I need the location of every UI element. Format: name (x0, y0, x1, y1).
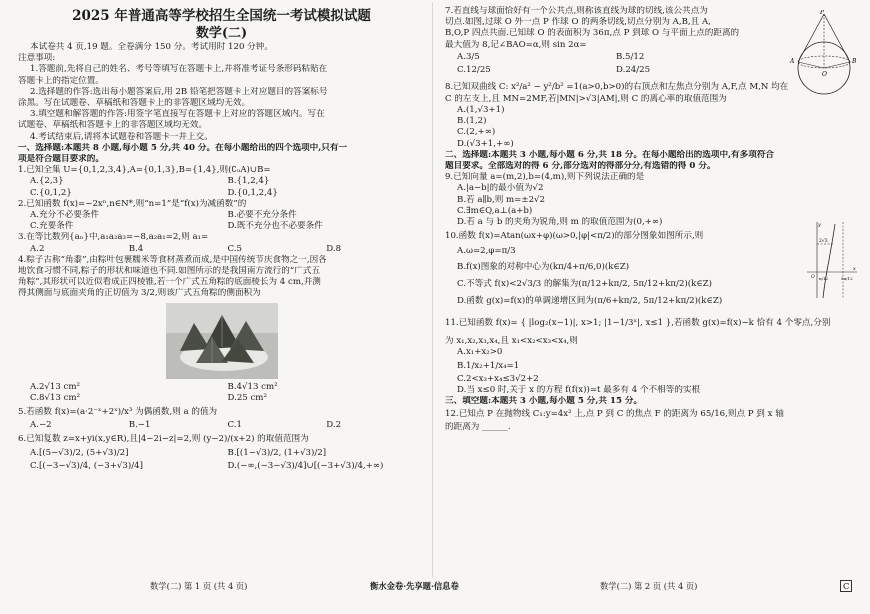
sphere-tangent-figure (785, 10, 863, 100)
option: C.充要条件 (30, 221, 74, 232)
option: B.5/12 (616, 51, 645, 62)
question-4-options (18, 393, 425, 404)
option: C.8√13 cm² (30, 392, 81, 403)
question-8-options (445, 105, 856, 116)
notice-line: 2.选择题的作答:选出每小题答案后,用 2B 铅笔把答题卡上对应题目的答案标号 (30, 86, 328, 97)
option: B.f(x)图象的对称中心为(kπ/4+π/6,0)(k∈Z) (457, 262, 630, 273)
option: D.函数 g(x)=f(x)的单调递增区间为(π/6+kπ/2, 5π/12+kπ/2)(k∈Z) (457, 296, 723, 307)
notice-line: 3.填空题和解答题的作答:用签字笔直接写在答题卡上对应的答题区域内。写在 (30, 109, 325, 120)
question-10: 10.函数 f(x)=Atan(ωx+φ)(ω>0,|φ|<π/2)的部分图象如图所示,则 (445, 231, 704, 242)
question-7-text: 切点.如图,过球 O 外一点 P 作球 O 的两条切线,切点分别为 A,B,且 A, (445, 17, 711, 28)
label-x: x (853, 266, 856, 273)
option: D.8 (326, 243, 342, 254)
option: B.{1,2,4} (227, 176, 270, 187)
question-7-text: 最大值为 8,记∠BAO=α,则 sin 2α= (445, 39, 587, 50)
question-3-options (18, 244, 425, 255)
notice-line: 1.答题前,先将自己的姓名、考号等填写在答题卡上,并将准考证号条形码粘贴在 (30, 64, 328, 75)
question-6: 6.已知复数 z=x+yi(x,y∈R),且|4−2i−z|=2,则 (y−2)/(x+2) 的取值范围为 (18, 434, 309, 445)
option: B.−1 (128, 420, 151, 431)
option: C.12/25 (457, 64, 491, 75)
label-pi12: π/12 (819, 276, 829, 282)
question-11: 11.已知函数 f(x)= { |log₂(x−1)|, x>1; |1−1/3ˣ|, x≤1 },若函数 g(x)=f(x)−k 恰有 4 个零点,分别 (445, 318, 831, 329)
question-1-options (18, 176, 425, 187)
option: D.25 cm² (227, 392, 267, 403)
option: D.当 x≤0 时,关于 x 的方程 f(f(x))=t 最多有 4 个不相等的实根 (457, 384, 701, 395)
question-7: 7.若直线与球面恰好有一个公共点,则称该直线为球的切线,该公共点为 (445, 6, 708, 16)
option: A.x₁+x₂>0 (457, 347, 503, 358)
option: D.既不充分也不必要条件 (227, 221, 323, 232)
option: C.1 (227, 420, 242, 431)
question-1-options (18, 188, 425, 199)
question-8-options (445, 127, 856, 138)
option: D.24/25 (616, 64, 651, 75)
question-12-text: 的距离为 ______. (445, 422, 511, 433)
exam-subtitle: 数学(二) (195, 26, 248, 41)
option: B.1/x₂+1/x₄=1 (457, 360, 520, 371)
question-3: 3.在等比数列{aₙ}中,a₁a₂a₃=−8,a₂a₁=2,则 a₁= (18, 232, 209, 243)
option: A.ω=2,φ=π/3 (457, 246, 516, 257)
option: C.5 (227, 243, 242, 254)
question-4-text: 角粽”,其形状可以近似看成正四棱锥,若一个广式五角粽的底面棱长为 4 cm,并测 (18, 277, 321, 288)
notice-heading: 注意事项: (18, 53, 56, 64)
footer-brand: 衡水金卷·先享题·信息卷 (370, 581, 459, 591)
section-heading: 项是符合题目要求的。 (18, 154, 104, 165)
question-2: 2.已知函数 f(x)=−2xⁿ,n∈N*,则“n=1”是“f(x)为减函数”的 (18, 198, 247, 209)
question-8-options (445, 139, 856, 150)
option: A.充分不必要条件 (30, 210, 100, 221)
question-2-options (18, 221, 425, 232)
option: A.−2 (30, 420, 52, 431)
option: A.{2,3} (30, 176, 64, 187)
question-2-options (18, 210, 425, 221)
section-heading: 一、选择题:本题共 8 小题,每小题 5 分,共 40 分。在每小题给出的四个选项中,只有一 (18, 142, 348, 153)
label-b: B (852, 58, 857, 65)
question-4-text: 地饮食习惯不同,粽子的形状和味道也不同.如图所示的是我国南方流行的“广式五 (18, 266, 321, 277)
question-6-options (18, 460, 425, 473)
label-5pi12: 5π/12 (841, 276, 853, 282)
option: B.必要不充分条件 (227, 210, 297, 221)
zongzi-photo (166, 303, 278, 379)
page-right (435, 0, 870, 614)
question-4-text: 得其侧面与底面夹角的正切值为 3/2,则该广式五角粽的侧面积为 (18, 288, 261, 299)
question-7-options (445, 51, 775, 64)
option: D.(√3+1,+∞) (457, 138, 514, 149)
question-5-options (18, 420, 425, 431)
notice-line: 试题卷、草稿纸和答题卡上的非答题区域均无效。 (18, 120, 208, 131)
option: D.(−∞,(−3−√3)/4]∪[(−3+√3)/4,+∞) (227, 460, 384, 471)
option: B.[(1−√3)/2, (1+√3)/2] (227, 448, 327, 459)
question-9: 9.已知向量 a=(m,2),b=(4,m),则下列说法正确的是 (445, 172, 645, 183)
option: C.不等式 f(x)<2√3/3 的解集为(π/12+kπ/2, 5π/12+kπ/2)(k∈Z) (457, 279, 713, 290)
notice-line: 4.考试结束后,请将本试题卷和答题卡一并上交。 (30, 131, 213, 142)
option: B.4 (128, 243, 144, 254)
option: B.若 a∥b,则 m=±2√2 (457, 194, 545, 205)
label-2sqrt3: 2√3 (819, 239, 828, 245)
corner-mark: C (840, 580, 852, 592)
option: A.2 (30, 243, 45, 254)
label-origin: O (811, 275, 815, 281)
option: D.若 a 与 b 的夹角为锐角,则 m 的取值范围为(0,+∞) (457, 217, 663, 228)
section-heading: 二、选择题:本题共 3 小题,每小题 6 分,共 18 分。在每小题给出的选项中,有多项符合 (445, 149, 775, 160)
label-p: P (820, 10, 825, 16)
label-a: A (790, 58, 795, 65)
question-7-text: B,O,P 四点共面.已知球 O 的表面积为 36π,点 P 到球 O 与平面上点的距离的 (445, 28, 740, 39)
question-12: 12.已知点 P 在抛物线 C₁:y=4x² 上,点 P 到 C 的焦点 F 的距离为 65/16,则点 P 到 x 轴 (445, 409, 784, 420)
question-5: 5.若函数 f(x)=(a·2⁻ˣ+2ˣ)/x³ 为偶函数,则 a 的值为 (18, 407, 218, 418)
option: A.3/5 (457, 51, 480, 62)
option: A.|a−b|的最小值为√2 (457, 183, 544, 194)
question-4: 4.粽子古称“角黍”,由粽叶包裹糯米等食材蒸煮而成,是中国传统节庆食物之一,因各 (18, 254, 327, 265)
question-8-options (445, 116, 856, 127)
option: C.∃m∈Q,a⊥(a+b) (457, 205, 533, 216)
option: C.[(−3−√3)/4, (−3+√3)/4] (30, 460, 143, 471)
question-1: 1.已知全集 U={0,1,2,3,4},A={0,1,3},B={1,4},则(∁ᵤA)∪B= (18, 165, 271, 176)
question-4-options (18, 382, 425, 393)
notice-line: 答题卡上的指定位置。 (18, 75, 104, 86)
section-heading: 三、填空题:本题共 3 小题,每小题 5 分,共 15 分。 (445, 396, 643, 407)
option: A.(1,√3+1) (457, 105, 505, 116)
question-8: 8.已知双曲线 C: x²/a² − y²/b² =1(a>0,b>0)的右顶点和左焦点分别为 A,F,点 M,N 均在 (445, 81, 789, 92)
option: D.2 (326, 420, 342, 431)
footer-page-2: 数学(二) 第 2 页 (共 4 页) (600, 581, 698, 591)
exam-title: 2025 年普通高等学校招生全国统一考试模拟试题 (72, 8, 371, 24)
label-o: O (822, 71, 827, 78)
option: B.(1,2) (457, 116, 487, 127)
option: C.2<x₃+x₄≤3√2+2 (457, 373, 539, 384)
option: C.(2,+∞) (457, 127, 496, 138)
question-7-options (445, 64, 775, 77)
option: A.[(5−√3)/2, (5+√3)/2] (30, 448, 129, 459)
exam-info: 本试卷共 4 页,19 题。全卷满分 150 分。考试用时 120 分钟。 (30, 42, 273, 52)
footer-page-1: 数学(二) 第 1 页 (共 4 页) (150, 581, 248, 591)
label-y: y (818, 222, 821, 229)
option: C.{0,1,2} (30, 187, 72, 198)
question-11-text: 为 x₁,x₂,x₃,x₄,且 x₁<x₂<x₃<x₄,则 (445, 336, 578, 347)
option: A.2√13 cm² (30, 381, 80, 392)
option: D.{0,1,2,4} (227, 187, 278, 198)
notice-line: 涂黑。写在试题卷、草稿纸和答题卡上的非答题区域均无效。 (18, 98, 251, 109)
section-heading: 题目要求。全部选对的得 6 分,部分选对的得部分分,有选错的得 0 分。 (445, 161, 716, 172)
option: B.4√13 cm² (227, 381, 278, 392)
question-6-options (18, 447, 425, 460)
question-8-text: C 的左支上,且 MN=2MF,若|MN|>√3|AM|,则 C 的离心率的取值范围为 (445, 93, 727, 104)
tan-graph-figure (805, 220, 859, 300)
zongzi-photo-wrap (18, 303, 425, 379)
